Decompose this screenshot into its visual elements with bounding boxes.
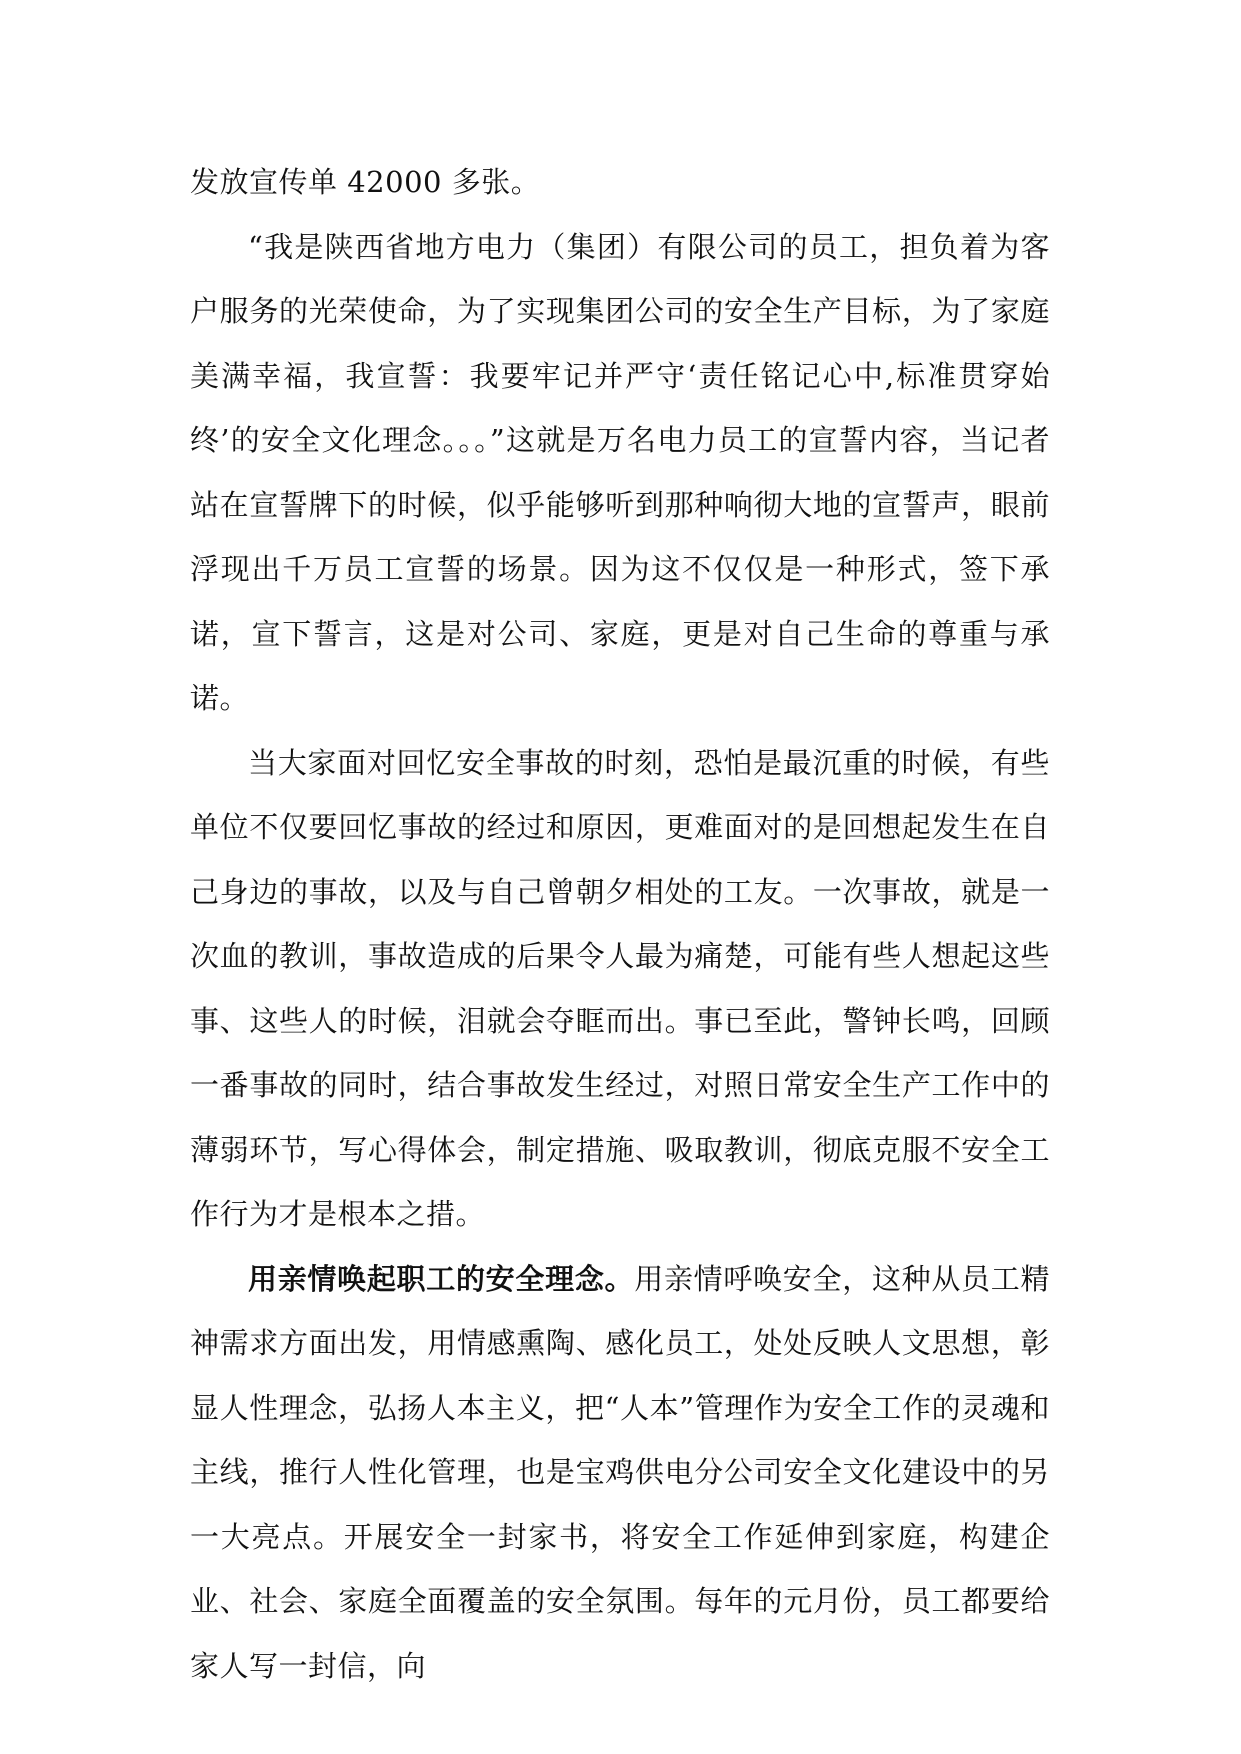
paragraph-4: [190, 1247, 1050, 1699]
paragraph-3: [190, 731, 1050, 1247]
paragraph-1: [190, 150, 1050, 215]
paragraph-3-text: 当大家面对回忆安全事故的时刻，恐怕是最沉重的时候，有些单位不仅要回忆事故的经过和原因，更难面对的是回想起发生在自己身边的事故，以及与自己曾朝夕相处的工友。一次事故，就是一次血的教训，事故造成的后果令人最为痛楚，可能有些人想起这些事、这些人的时候，泪就会夺眶而出。事已至此，警钟长鸣，回顾一番事故的同时，结合事故发生经过，对照日常安全生产工作中的薄弱环节，写心得体会，制定措施、吸取教训，彻底克服不安全工作行为才是根本之措。: [190, 745, 1050, 1231]
paragraph-2: [190, 215, 1050, 731]
paragraph-2-text: “我是陕西省地方电力（集团）有限公司的员工，担负着为客户服务的光荣使命，为了实现集团公司的安全生产目标，为了家庭美满幸福，我宣誓：我要牢记并严守‘责任铭记心中,标准贯穿始终’的安全文化理念。。。”这就是万名电力员工的宣誓内容，当记者站在宣誓牌下的时候，似乎能够听到那种响彻大地的宣誓声，眼前浮现出千万员工宣誓的场景。因为这不仅仅是一种形式，签下承诺，宣下誓言，这是对公司、家庭，更是对自己生命的尊重与承诺。: [190, 229, 1050, 715]
paragraph-4-text: 用亲情呼唤安全，这种从员工精神需求方面出发，用情感熏陶、感化员工，处处反映人文思想，彰显人性理念，弘扬人本主义，把“人本”管理作为安全工作的灵魂和主线，推行人性化管理，也是宝鸡供电分公司安全文化建设中的另一大亮点。开展安全一封家书，将安全工作延伸到家庭，构建企业、社会、家庭全面覆盖的安全氛围。每年的元月份，员工都要给家人写一封信，向: [190, 1261, 1050, 1683]
paragraph-1-text: 发放宣传单 42000 多张。: [190, 165, 541, 199]
paragraph-4-bold-lead: 用亲情唤起职工的安全理念。: [248, 1261, 635, 1296]
document-body: [190, 150, 1050, 1698]
